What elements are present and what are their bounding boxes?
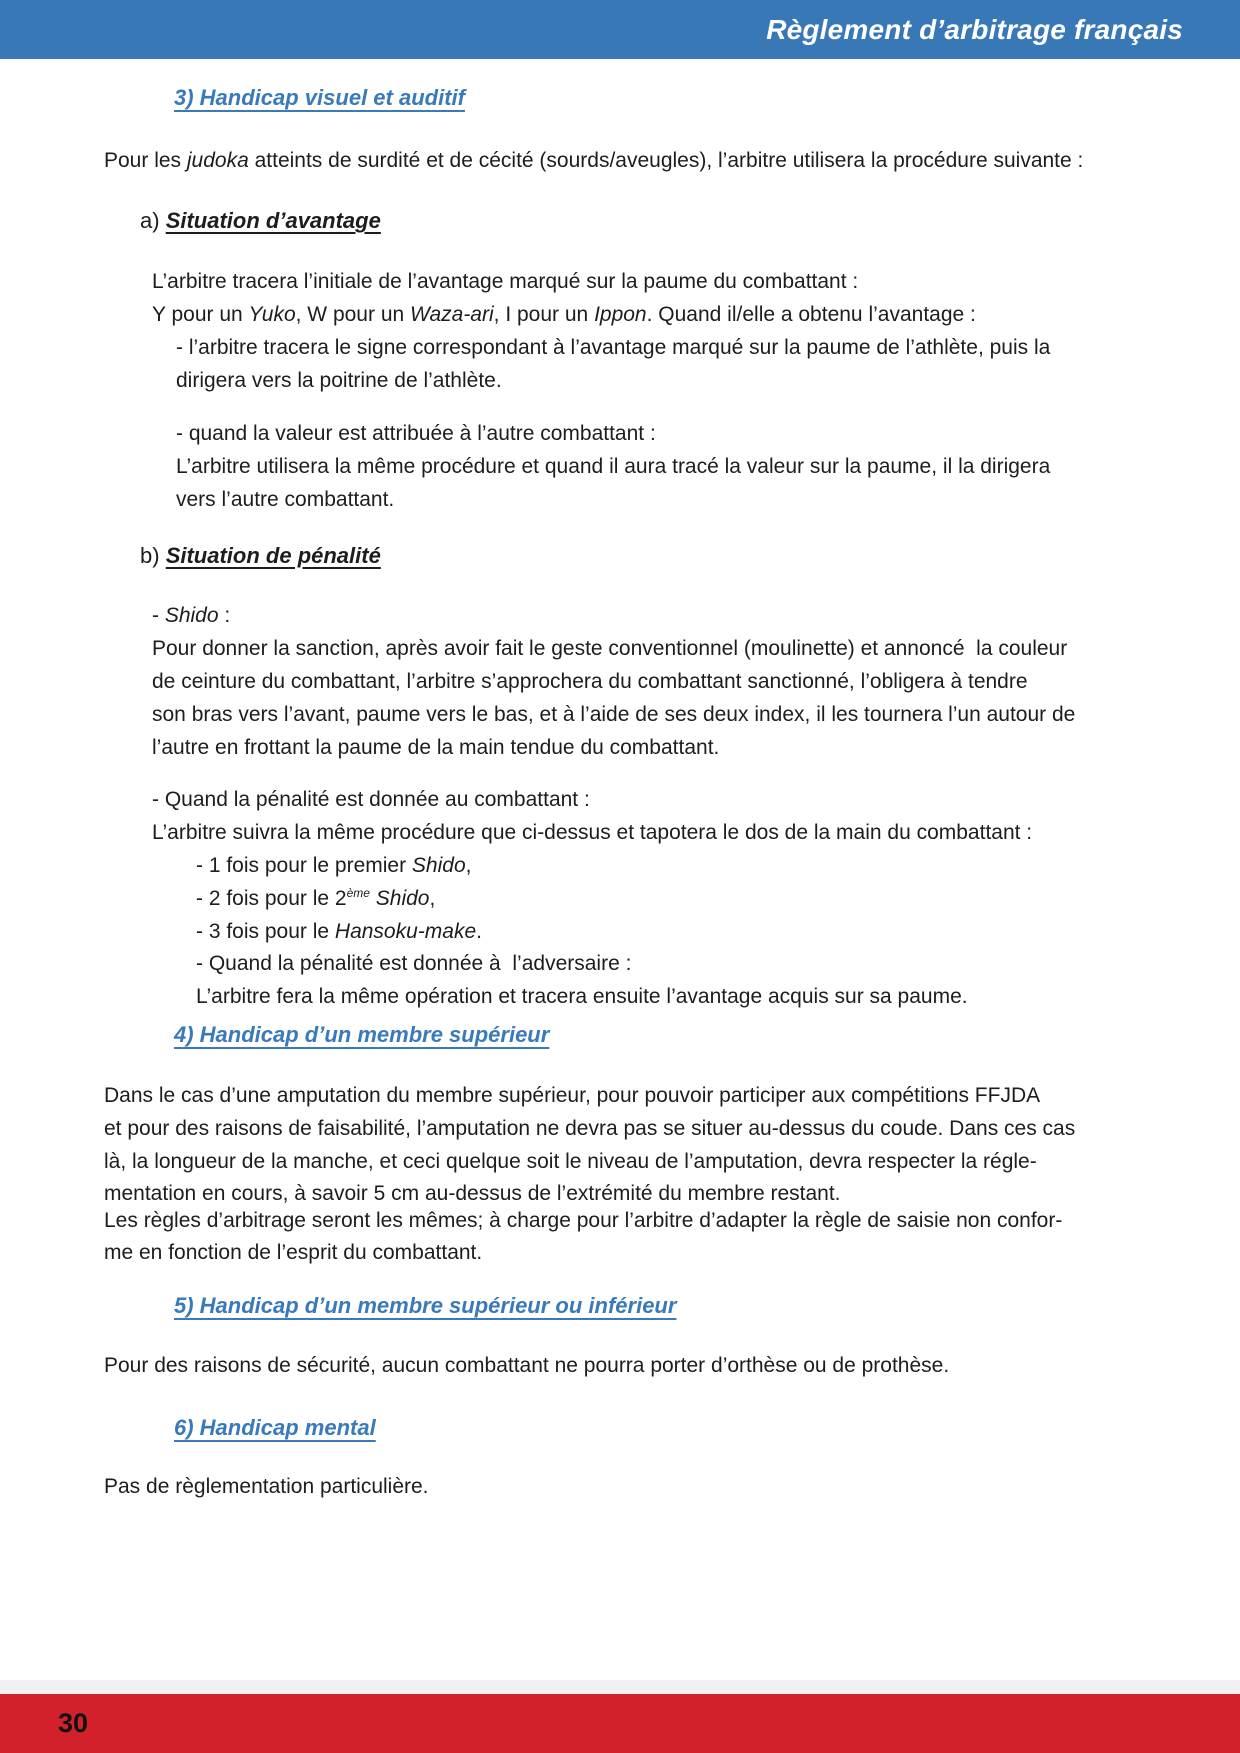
page-footer-bar <box>0 1694 1240 1753</box>
text-line: - quand la valeur est attribuée à l’autre combattant : <box>176 422 656 445</box>
heading-6: 6) Handicap mental <box>174 1415 376 1440</box>
heading-3: 3) Handicap visuel et auditif <box>174 85 465 110</box>
text-line: l’autre en frottant la paume de la main tendue du combattant. <box>152 736 720 759</box>
text-line: L’arbitre utilisera la même procédure et quand il aura tracé la valeur sur la paume, il la dirigera <box>176 455 1051 478</box>
text-line: Pas de règlementation particulière. <box>104 1475 429 1498</box>
text-line: - Quand la pénalité est donnée au combattant : <box>152 788 590 811</box>
text-line: - 1 fois pour le premier Shido, <box>196 854 472 877</box>
text-line: là, la longueur de la manche, et ceci quelque soit le niveau de l’amputation, devra respecter la régle- <box>104 1150 1037 1173</box>
text-line: - Quand la pénalité est donnée à l’adversaire : <box>196 952 632 975</box>
footer-divider-strip <box>0 1680 1240 1694</box>
text-line: L’arbitre fera la même opération et tracera ensuite l’avantage acquis sur sa paume. <box>196 985 968 1008</box>
text-line: - Shido : <box>152 604 231 627</box>
text-line: dirigera vers la poitrine de l’athlète. <box>176 369 502 392</box>
text-line: me en fonction de l’esprit du combattant. <box>104 1241 483 1264</box>
text-line: Pour donner la sanction, après avoir fait le geste conventionnel (moulinette) et annoncé la couleur <box>152 637 1068 660</box>
text-line: L’arbitre tracera l’initiale de l’avantage marqué sur la paume du combattant : <box>152 270 859 293</box>
text-line: vers l’autre combattant. <box>176 488 395 511</box>
subheading-b: b) Situation de pénalité <box>140 543 381 568</box>
text-line: Pour les judoka atteints de surdité et de cécité (sourds/aveugles), l’arbitre utilisera la procédure suivante : <box>104 149 1084 172</box>
text-line: de ceinture du combattant, l’arbitre s’approchera du combattant sanctionné, l’obligera à tendre <box>152 670 1028 693</box>
text-line: Y pour un Yuko, W pour un Waza-ari, I pour un Ippon. Quand il/elle a obtenu l’avantage : <box>152 303 976 326</box>
text-line: - 3 fois pour le Hansoku-make. <box>196 920 482 943</box>
text-line: - 2 fois pour le 2ème Shido, <box>196 886 436 910</box>
text-line: mentation en cours, à savoir 5 cm au-dessus de l’extrémité du membre restant. <box>104 1182 841 1205</box>
text-line: Les règles d’arbitrage seront les mêmes; à charge pour l’arbitre d’adapter la règle de saisie non confor- <box>104 1209 1063 1232</box>
text-line: Pour des raisons de sécurité, aucun combattant ne pourra porter d’orthèse ou de prothèse. <box>104 1354 950 1377</box>
document-title: Règlement d’arbitrage français <box>766 13 1183 45</box>
text-line: son bras vers l’avant, paume vers le bas, et à l’aide de ses deux index, il les tournera l’un autour de <box>152 703 1076 726</box>
subheading-a: a) Situation d’avantage <box>140 208 381 233</box>
heading-5: 5) Handicap d’un membre supérieur ou inférieur <box>174 1293 677 1318</box>
text-line: - l’arbitre tracera le signe correspondant à l’avantage marqué sur la paume de l’athlète, puis la <box>176 336 1051 359</box>
text-line: Dans le cas d’une amputation du membre supérieur, pour pouvoir participer aux compétitions FFJDA <box>104 1084 1041 1107</box>
text-line: et pour des raisons de faisabilité, l’amputation ne devra pas se situer au-dessus du coude. Dans ces cas <box>104 1117 1076 1140</box>
page-number: 30 <box>58 1708 89 1738</box>
heading-4: 4) Handicap d’un membre supérieur <box>174 1022 550 1047</box>
text-line: L’arbitre suivra la même procédure que ci-dessus et tapotera le dos de la main du combattant : <box>152 821 1033 844</box>
